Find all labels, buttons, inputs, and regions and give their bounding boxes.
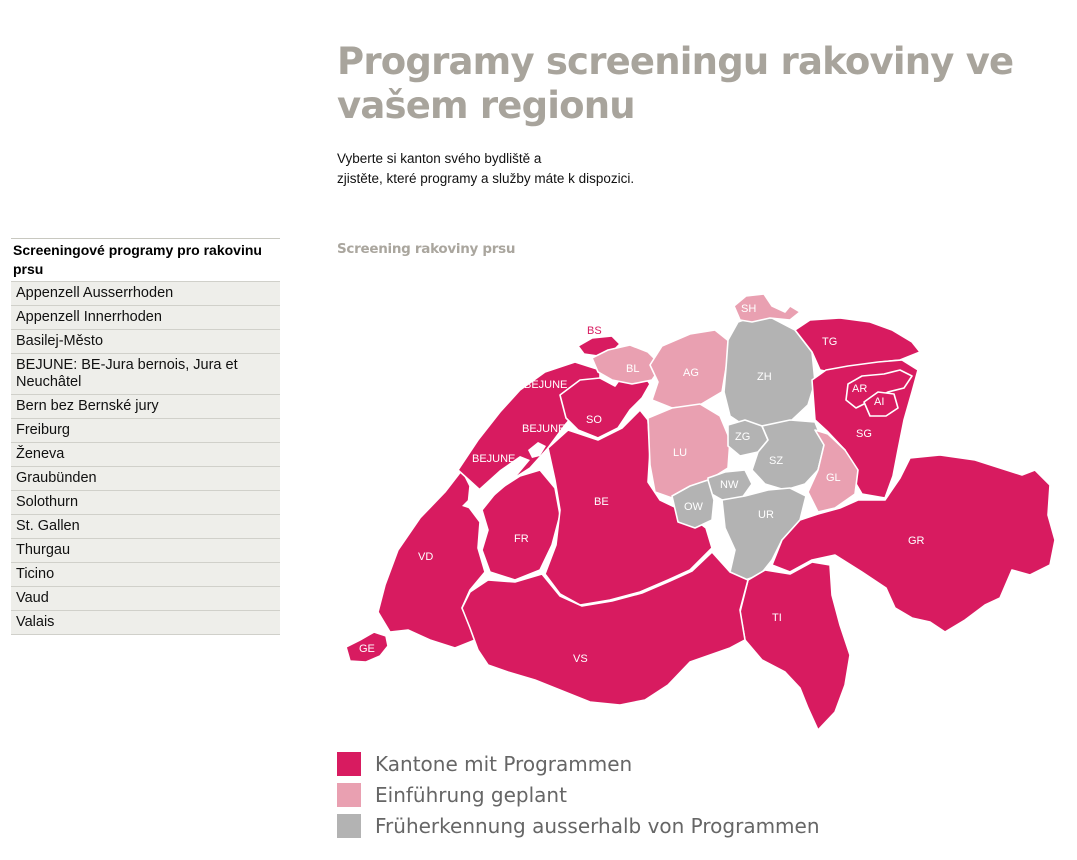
intro-text: [337, 149, 837, 189]
legend-item-planned: [337, 779, 820, 810]
canton-label-ag: AG: [683, 367, 699, 379]
canton-label-ti: TI: [772, 612, 782, 624]
legend-swatch-program: [337, 752, 361, 776]
map-legend: [337, 748, 820, 841]
sidebar-item-solothurn[interactable]: Solothurn: [11, 490, 280, 514]
canton-label-gr: GR: [908, 535, 925, 547]
canton-label-sz: SZ: [769, 455, 784, 467]
canton-label-so: SO: [586, 414, 602, 426]
map-title: Screening rakoviny prsu: [337, 241, 516, 257]
canton-list: [11, 281, 280, 635]
legend-label-program: Kantone mit Programmen: [375, 751, 633, 776]
canton-ti[interactable]: [740, 562, 850, 730]
canton-label-sg: SG: [856, 428, 872, 440]
canton-label-fr: FR: [514, 533, 529, 545]
page-title: Programy screeningu rakoviny ve vašem regionu: [337, 40, 1014, 127]
legend-label-outside: Früherkennung ausserhalb von Programmen: [375, 813, 820, 838]
sidebar-item-st-gallen[interactable]: St. Gallen: [11, 514, 280, 538]
intro-line-2: zjistěte, které programy a služby máte k dispozici.: [337, 171, 635, 186]
canton-label-be: BE: [594, 496, 609, 508]
canton-label-bs: BS: [587, 325, 602, 337]
sidebar-item-appenzell-innerrhoden[interactable]: Appenzell Innerrhoden: [11, 305, 280, 329]
canton-label-zh: ZH: [757, 371, 772, 383]
canton-label-bejune-3: BEJUNE: [472, 453, 516, 465]
sidebar-item-bern[interactable]: Bern bez Bernské jury: [11, 394, 280, 418]
legend-swatch-planned: [337, 783, 361, 807]
canton-ge[interactable]: [346, 632, 388, 662]
canton-label-gl: GL: [826, 472, 841, 484]
canton-label-bejune-2: BEJUNE: [522, 423, 566, 435]
canton-sidebar: [11, 238, 280, 635]
canton-label-nw: NW: [720, 479, 739, 491]
legend-item-program: [337, 748, 820, 779]
canton-sh[interactable]: [734, 294, 800, 322]
sidebar-item-basel-stadt[interactable]: Basilej-Město: [11, 329, 280, 353]
canton-label-ge: GE: [359, 643, 375, 655]
legend-item-outside: [337, 810, 820, 841]
canton-label-ar: AR: [852, 383, 868, 395]
legend-label-planned: Einführung geplant: [375, 782, 567, 807]
sidebar-item-freiburg[interactable]: Freiburg: [11, 418, 280, 442]
canton-label-vs: VS: [573, 653, 588, 665]
canton-label-ai: AI: [874, 396, 885, 408]
sidebar-item-bejune[interactable]: BEJUNE: BE-Jura bernois, Jura et Neuchâtel: [11, 353, 280, 394]
legend-swatch-outside: [337, 814, 361, 838]
canton-ag[interactable]: [650, 330, 730, 408]
sidebar-item-vaud[interactable]: Vaud: [11, 586, 280, 610]
sidebar-item-valais[interactable]: Valais: [11, 610, 280, 635]
intro-line-1: Vyberte si kanton svého bydliště a: [337, 151, 542, 166]
canton-label-bl: BL: [626, 363, 640, 375]
sidebar-item-appenzell-ausserrhoden[interactable]: Appenzell Ausserrhoden: [11, 281, 280, 305]
canton-label-ur: UR: [758, 509, 774, 521]
canton-label-ow: OW: [684, 501, 703, 513]
canton-label-vd: VD: [418, 551, 434, 563]
canton-label-zg: ZG: [735, 431, 751, 443]
sidebar-header: Screeningové programy pro rakovinu prsu: [11, 238, 280, 281]
canton-label-bejune-1: BEJUNE: [524, 379, 568, 391]
sidebar-item-graubuenden[interactable]: Graubünden: [11, 466, 280, 490]
canton-label-lu: LU: [673, 447, 688, 459]
switzerland-map: [330, 275, 1070, 745]
canton-label-sh: SH: [741, 303, 757, 315]
sidebar-item-ticino[interactable]: Ticino: [11, 562, 280, 586]
sidebar-item-geneva[interactable]: Ženeva: [11, 442, 280, 466]
canton-label-tg: TG: [822, 336, 838, 348]
sidebar-item-thurgau[interactable]: Thurgau: [11, 538, 280, 562]
